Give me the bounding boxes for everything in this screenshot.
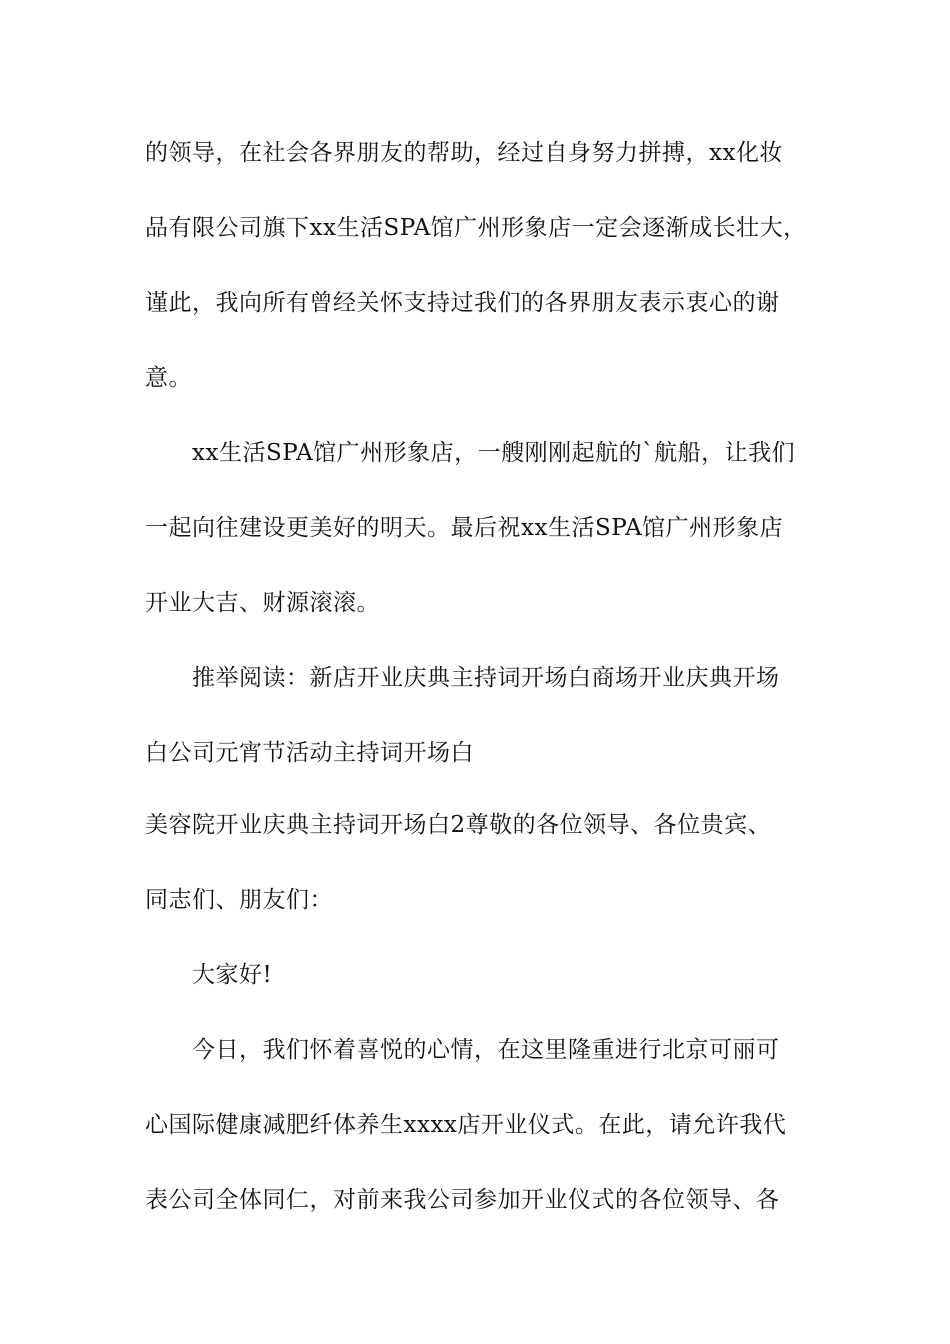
text-line: 品有限公司旗下xx生活SPA馆广州形象店一定会逐渐成长壮大， bbox=[145, 215, 807, 241]
text-line: 同志们、朋友们： bbox=[145, 887, 333, 913]
text-line: 推举阅读：新店开业庆典主持词开场白商场开业庆典开场 bbox=[192, 665, 780, 691]
text-line: xx生活SPA馆广州形象店，一艘刚刚起航的`航船，让我们 bbox=[192, 440, 796, 466]
text-line: 谨此，我向所有曾经关怀支持过我们的各界朋友表示衷心的谢 bbox=[145, 290, 780, 316]
text-line: 今日，我们怀着喜悦的心情，在这里隆重进行北京可丽可 bbox=[192, 1037, 780, 1063]
text-line: 意。 bbox=[145, 365, 192, 391]
text-line: 的领导，在社会各界朋友的帮助，经过自身努力拼搏，xx化妆 bbox=[145, 140, 783, 166]
text-line: 表公司全体同仁，对前来我公司参加开业仪式的各位领导、各 bbox=[145, 1187, 780, 1213]
text-line: 大家好! bbox=[192, 962, 273, 988]
text-line: 心国际健康减肥纤体养生xxxx店开业仪式。在此，请允许我代 bbox=[145, 1112, 787, 1138]
text-line: 一起向往建设更美好的明天。最后祝xx生活SPA馆广州形象店 bbox=[145, 515, 784, 541]
text-line: 开业大吉、财源滚滚。 bbox=[145, 590, 380, 616]
text-line: 美容院开业庆典主持词开场白2尊敬的各位领导、各位贵宾、 bbox=[145, 812, 772, 838]
text-line: 白公司元宵节活动主持词开场白 bbox=[145, 740, 474, 766]
